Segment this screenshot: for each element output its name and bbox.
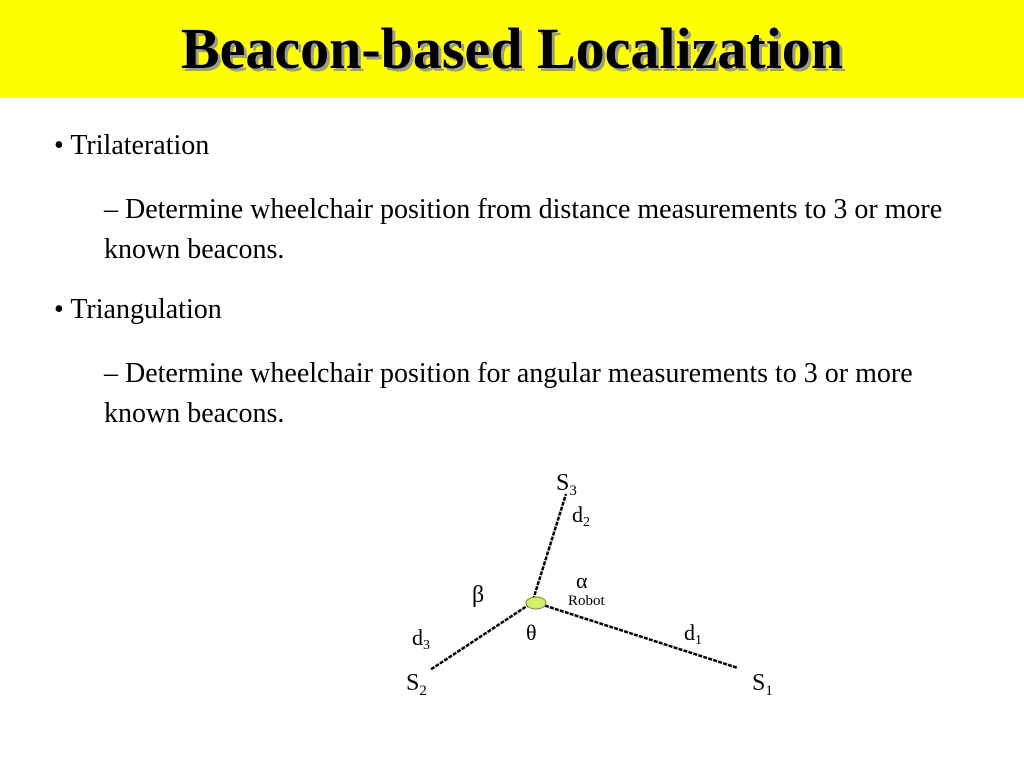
angle-alpha-label: α bbox=[576, 568, 588, 593]
distance-d3-label: d3 bbox=[412, 625, 430, 653]
beacon-s3-label: $S_3$ bbox=[556, 470, 577, 499]
line-robot-s1 bbox=[540, 604, 738, 668]
bullet-mark: • bbox=[54, 130, 64, 161]
bullet-text: Triangulation bbox=[70, 294, 222, 325]
distance-d1-label: d1 bbox=[684, 620, 702, 648]
line-robot-s3 bbox=[533, 494, 566, 600]
distance-d2-label: d2 bbox=[572, 502, 590, 530]
robot-marker bbox=[526, 597, 546, 609]
robot-label: Robot bbox=[568, 593, 605, 609]
line-robot-s2 bbox=[430, 604, 530, 670]
bullet-text: Trilateration bbox=[70, 130, 210, 161]
slide-title: Beacon-based Localization bbox=[180, 16, 844, 81]
bullet-mark: • bbox=[54, 294, 64, 325]
sub-bullet-triangulation: – Determine wheelchair position for angular measurements to 3 or more known beacons. bbox=[104, 358, 913, 429]
angle-beta-label: β bbox=[472, 582, 485, 608]
angle-theta-label: θ bbox=[526, 620, 537, 645]
beacon-s2-label: $S_2$ bbox=[406, 670, 427, 699]
beacon-s1-label: $S_1$ bbox=[752, 670, 773, 699]
sub-bullet-trilateration: – Determine wheelchair position from distance measurements to 3 or more known beacons. bbox=[104, 194, 943, 265]
